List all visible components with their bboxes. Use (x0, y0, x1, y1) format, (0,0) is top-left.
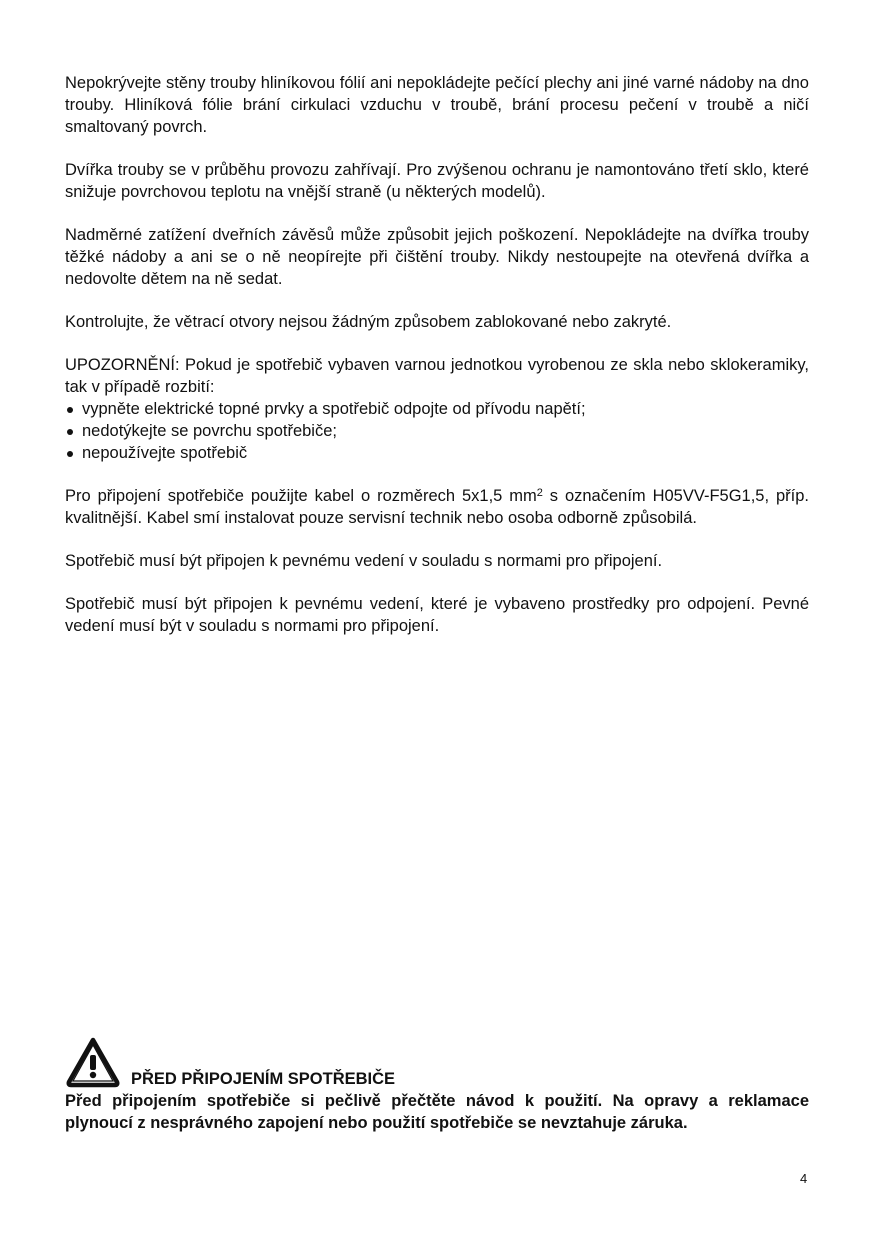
paragraph-door-hinges: Nadměrné zatížení dveřních závěsů může způsobit jejich poškození. Nepokládejte na dvířka trouby těžké nádoby a ani se o ně neopírejte při čištění trouby. Nikdy nestoupejte na otevřená dvířka a nedovolte dětem na ně sedat. (65, 226, 809, 288)
paragraph-glass-warning: UPOZORNĚNÍ: Pokud je spotřebič vybaven varnou jednotkou vyrobenou ze skla nebo sklokeramiky, tak v případě rozbití: (65, 356, 809, 396)
list-item: vypněte elektrické topné prvky a spotřebič odpojte od přívodu napětí; (65, 398, 809, 420)
list-item: nepoužívejte spotřebič (65, 442, 809, 464)
paragraph-oven-foil: Nepokrývejte stěny trouby hliníkovou fólií ani nepokládejte pečící plechy ani jiné varné nádoby na dno trouby. Hliníková fólie brání cirkulaci vzduchu v troubě, brání procesu pečení v troubě a ničí smaltovaný povrch. (65, 74, 809, 136)
warning-section (65, 1026, 809, 1134)
bullet-icon (67, 407, 73, 413)
warning-triangle-icon (65, 1036, 121, 1088)
paragraph-cable-spec: Pro připojení spotřebiče použijte kabel o rozměrech 5x1,5 $mm^2$ s označením H05VV-F5G1,5, příp. kvalitnější. Kabel smí instalovat pouze servisní technik nebo osoba odborně způsobilá. (65, 487, 809, 527)
paragraph-disconnect: Spotřebič musí být připojen k pevnému vedení, které je vybaveno prostředky pro odpojení. Pevné vedení musí být v souladu s normami pro připojení. (65, 595, 809, 635)
paragraph-fixed-wiring: Spotřebič musí být připojen k pevnému vedení v souladu s normami pro připojení. (65, 552, 663, 570)
warning-header (65, 1026, 809, 1088)
warning-title: PŘED PŘIPOJENÍM SPOTŘEBIČE (131, 1070, 396, 1088)
warning-text: Před připojením spotřebiče si pečlivě přečtěte návod k použití. Na opravy a reklamace plynoucí z nesprávného zapojení nebo použití spotřebiče se nevztahuje záruka. (65, 1092, 809, 1132)
document-body (65, 72, 809, 637)
paragraph-oven-door-heat: Dvířka trouby se v průběhu provozu zahřívají. Pro zvýšenou ochranu je namontováno třetí sklo, které snižuje povrchovou teplotu na vnější straně (u některých modelů). (65, 161, 809, 201)
superscript: 2 (536, 487, 543, 499)
paragraph-vents: Kontrolujte, že větrací otvory nejsou žádným způsobem zablokované nebo zakryté. (65, 313, 672, 331)
bullet-list (65, 398, 809, 464)
page-number: 4 (800, 1171, 808, 1186)
list-item: nedotýkejte se povrchu spotřebiče; (65, 420, 809, 442)
bullet-icon (67, 429, 73, 435)
bullet-icon (67, 451, 73, 457)
